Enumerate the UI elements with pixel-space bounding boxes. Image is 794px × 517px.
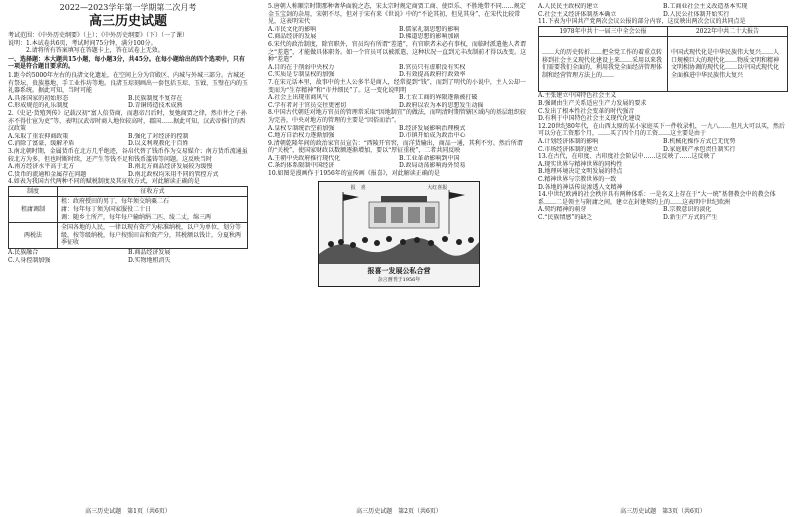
question-text: 11.下表为中国共产党两次会议公报的部分内容，这反映出两次会议的共同点是 <box>538 18 746 26</box>
option-c: C.消除了富豪，缓解矛盾 <box>8 140 75 148</box>
option-c: C.“民族情感”的缺乏 <box>538 213 593 221</box>
option-d: D.政府以农为本的思想发生动摇 <box>399 101 484 109</box>
question-4 <box>8 178 248 264</box>
option-a: A.计划经济体制的影响 <box>538 137 599 145</box>
option-c: C.发出了根本性社会变革的时代强音 <box>538 107 635 115</box>
poster-subcaption: 杂言画刊于1956年 <box>377 276 421 283</box>
option-b: B.官员只有虚职没有实权 <box>399 63 466 71</box>
option-b: B.南北方商品经济发展较为缓慢 <box>128 163 213 171</box>
question-options <box>8 249 248 264</box>
option-c: C.形成规范的礼乐制度 <box>8 102 69 110</box>
question-text: 6.宋代的政治制度，除官职外，官员均有所谓“差遣”，有官职者未必有事权，而临时派遣他人者谓之“差遣”，才能做具体职务。如一个官员可以被派遣，这种状况一直到元丰改制前才得以改变。这种“差遣” <box>268 40 527 64</box>
option-d: D.各地的神话传说渗透人文精神 <box>538 183 623 191</box>
exam-title: 高三历史试题 <box>88 14 167 29</box>
option-c: C.人身控制加强 <box>8 256 51 264</box>
question-options <box>538 206 788 221</box>
question-3 <box>8 148 248 178</box>
option-c: C.条约体系限制中国经济 <box>268 162 335 170</box>
question-text: 9.清朝乾隆年间的政治家官员宣告：“西陵开官窖，而洋货输出，商品一通，其利不穷。然后所谓的“关税”，使国家财政以数额逐渐增加，要以“厚征重税”，二者共同反映 <box>268 139 523 155</box>
question-options <box>268 64 530 79</box>
table-cell: 全国各地的人民，一律以现有资产为标准纳税，以户为单位，划分等级，按等级纳税，每户按照田亩和资产分，其税额以钱计，分夏秋两季征收 <box>58 223 248 249</box>
exam-info-line: 考试范围：《中外历史纲要》（上）；《中外历史纲要》（下）（一了课） <box>8 32 189 39</box>
tax-system-table <box>8 186 248 249</box>
question-text: 7.在宋元话本里，故事中的主人公多半是商人，经常提到“钱”，而到了明代的小说中，主人公却一变而为“生存精神”和“市井细民”了。这一变化说明明 <box>268 78 526 94</box>
option-b: B.宗教意识的淡化 <box>663 206 712 214</box>
option-c: C.地方自治权力逐渐加强 <box>268 132 335 140</box>
page-footer: 高三历史试题 第2页（共6页） <box>356 508 442 515</box>
question-text: 10.如图是漫画作于1956年的宣传画《报喜》，对此解读正确的是 <box>268 170 440 178</box>
option-c: C.学有者对于官员交往更密切 <box>268 101 347 109</box>
option-a: A.市民文化的影响 <box>268 25 317 33</box>
propaganda-poster-image <box>318 181 480 287</box>
question-text: 13.在古代，在印度、古印度社会阶层中……这反映了……这反映了 <box>538 153 716 161</box>
question-text: 12.20世纪80年代，在山西太原的某小家庭买下一件收录机，一九八……但凡大可以买，然后可以分在工资那个月，……买了四个月的工资……这主要是由于 <box>538 122 785 138</box>
question-12 <box>538 123 788 153</box>
question-options <box>538 3 788 18</box>
option-d: D.市镇开始成为政治中心 <box>399 132 466 140</box>
option-d: D.有效提高政府行政效率 <box>399 71 466 79</box>
page-3 <box>538 0 788 517</box>
question-7 <box>268 79 530 109</box>
option-d: D.人民公社体制开始实行 <box>663 10 730 18</box>
option-c: C.商品经济的发展 <box>268 33 317 41</box>
option-b: B.士农工商的界限逐渐被打破 <box>399 94 478 102</box>
option-b: B.经济发展影响治理模式 <box>399 124 466 132</box>
table-row <box>539 37 788 92</box>
page-footer: 高三历史试题 第1页（共6页） <box>85 508 171 515</box>
question-options <box>268 155 530 170</box>
table-header-cell: 2022年中共二十大报告 <box>668 26 788 37</box>
option-a: A.皇权专制统治空前加强 <box>268 124 335 132</box>
table-header-row <box>9 186 248 197</box>
option-d: D.实物地租消失 <box>128 256 171 264</box>
option-c: C.市场经济体制的建立 <box>538 145 599 153</box>
option-d: D.有利于中国特色社会主义现代化建设 <box>538 115 641 123</box>
question-options <box>268 26 530 41</box>
table-row <box>9 223 248 249</box>
question-6 <box>268 41 530 79</box>
question-text: 3.南北朝时期，金属货币在北方几乎绝迹，谷帛代替了钱币作为交易媒介；南方货币流通虽较北方为多，但也时断时续，还产生等钱不足和钱币滥铸等问题。这反映当时 <box>8 147 248 163</box>
question-text: 4.如表为我国古代两种不同的赋税制度及其征收方式，对此解读正确的是 <box>8 178 200 186</box>
question-text: 8.中国古代朝廷对地方官员的管理常采取“因地制宜”的做法，而明清时期管辖区域内的基层组织较为完善，中央对地方的管理的主要是“因俗而治”。 <box>268 109 526 124</box>
option-b: B.民族制度不复存在 <box>128 94 183 102</box>
option-b: B.强调由生产关系适应生产力发展的要求 <box>538 99 647 107</box>
question-11 <box>538 18 788 123</box>
question-1 <box>8 72 248 110</box>
page-2 <box>268 0 530 517</box>
question-14 <box>538 191 788 221</box>
option-c: C.社会主义经济体制基本确立 <box>538 10 617 18</box>
question-text: 2.《史记·货殖列传》记载汉初“富人倍贷商，而惠帝吕后时，复弛商贾之律，然市井之子孙亦不得仕宦为吏”等，表明汉武帝时商人地位较高时，郡国……据此可知，汉武帝推行的西汉政策 <box>8 109 247 133</box>
table-row <box>9 197 248 223</box>
question-text: 5.唐朝人称顺宗时期那种奢华面貌之态，宋太宗时规定商贾工商、使臣乐、不胜地带不同……规定金玉宝剑的杂用，宋朝不尽，但对于宋有来《世说》中的“不论其初，但见其身”，在宋代比较常见，这表明宋代 <box>268 3 526 26</box>
question-options <box>8 95 248 110</box>
question-options <box>8 163 248 178</box>
question-options <box>268 94 530 109</box>
option-b: B.工业革命影响到中国 <box>399 154 460 162</box>
option-a: A.社会上出现重商风气 <box>268 94 329 102</box>
poster-tag-right: 大红喜报 <box>427 184 448 191</box>
question-text: 14.中世纪欧洲的社会秩序具有两种体系：一是名义上存在于“大一统”基督教会中的教会体系……二是领主与附庸之间，建立在封建契约上的……这表明中世纪欧洲 <box>538 191 776 206</box>
table-header-cell: 征收方式 <box>58 186 248 197</box>
question-8 <box>268 109 530 139</box>
option-a: A.目的在于削弱中央权力 <box>268 63 335 71</box>
option-a: A.主张建立中国特色社会主义 <box>538 92 617 100</box>
option-a: A.契约精神的萌芽 <box>538 206 587 214</box>
option-b: B.商品经济发展 <box>128 249 171 257</box>
table-header-row <box>539 26 788 37</box>
option-a: A.现实世界与精神世界的同构性 <box>538 160 623 168</box>
table-cell: 租：政府授田的男丁，每年须交纳粟二石 庸：每年每丁须为国家服役二十日 调：随乡土所产，每年每户输纳绢二匹、绫二丈，绵三两 <box>58 197 248 223</box>
question-5 <box>268 3 530 41</box>
question-9 <box>268 140 530 170</box>
table-cell: 两税法 <box>9 223 58 249</box>
poster-tag-row <box>319 184 479 191</box>
option-a: A.具备国家的初始形态 <box>8 94 69 102</box>
option-d: D.以义利观教化于百姓 <box>128 140 189 148</box>
option-d: D.青铜铸造技术成熟 <box>128 102 183 110</box>
option-a: A.民族融合 <box>8 249 39 257</box>
congress-comparison-table <box>538 26 788 93</box>
table-header-cell: 制度 <box>9 186 58 197</box>
poster-tag-left: 报 喜 <box>350 184 366 191</box>
option-d: D.新生产方式的产生 <box>663 213 718 221</box>
page-footer: 高三历史试题 第3页（共6页） <box>620 508 706 515</box>
question-10 <box>268 170 530 287</box>
question-2 <box>8 110 248 148</box>
exam-header: 2022—2023学年第一学期第二次月考 <box>59 3 197 12</box>
option-b: B.地理环境决定文明发展的特点 <box>538 168 623 176</box>
option-d: D.家庭联产承包责任制实行 <box>663 145 736 153</box>
option-a: A.王朝中央政府推行现代化 <box>268 154 341 162</box>
question-text: 1.距今约5000年左右的良渚文化遗址，在空间上分为宫殿区、内城与外城三部分。古城还有祭坛、贵族墓地、手工业作坊等地。良渚玉琮刻画出一套包括玉琮、玉钺、玉璧在内的玉礼器系统。据此可知，当时可能 <box>8 71 248 95</box>
option-c: C.实质是专制皇权的加强 <box>268 71 335 79</box>
table-cell: ……大的历史转折……把全党工作的着重点转移到社会主义现代化建设上来……采用以来我们需要我们全面的，利用我党全面经济管理体制和经营管理方法上的…… <box>539 37 668 92</box>
option-b: B.儒家礼制思想的影响 <box>399 25 460 33</box>
page-1 <box>8 0 248 517</box>
option-c: C.货币的流通和金属存在问题 <box>8 170 87 178</box>
question-options <box>268 125 530 140</box>
poster-caption: 报喜一发展公私合营 <box>367 265 431 275</box>
question-13 <box>538 153 788 191</box>
option-c: C.精神世界与宗教世界的一致 <box>538 175 617 183</box>
option-b: B.工商业社会主义改造基本实现 <box>663 3 748 10</box>
option-d: D.政局动荡影响海外贸易 <box>399 162 466 170</box>
section-title: 一、选择题：本大题共15小题，每小题3分，共45分。在每小题给出的四个选项中，只有一项是符合题目要求的。 <box>8 55 245 71</box>
table-cell: 中国式现代化是中华民族伟大复兴……人口规模巨大的现代化……物质文明和精神文明相协调的现代化……以中国式现代化全面推进中华民族伟大复兴 <box>668 37 788 92</box>
option-a: A.采取了重农抑商政策 <box>8 132 69 140</box>
option-d: D.南北政权均采用不同的管控方式 <box>128 170 219 178</box>
option-b: B.强化了对经济的控制 <box>128 132 189 140</box>
question-options <box>538 138 788 153</box>
option-a: A.人民民主政权的建立 <box>538 3 599 10</box>
exam-info-line: 说明：1.本试卷共6页，考试时间75分钟，满分100分。 <box>8 39 157 47</box>
question-options <box>8 133 248 148</box>
exam-info-line: 2.请将所有答案填写在答题卡上，答在试卷上无效。 <box>8 47 164 55</box>
option-a: A.南方经济水平高于北方 <box>8 163 75 171</box>
option-b: B.机械化操作方式已无优势 <box>663 137 736 145</box>
table-cell: 租庸调制 <box>9 197 58 223</box>
table-header-cell: 1978年中共十一届三中全会公报 <box>539 26 668 37</box>
option-d: D.佛道思想的影响加剧 <box>399 33 460 41</box>
